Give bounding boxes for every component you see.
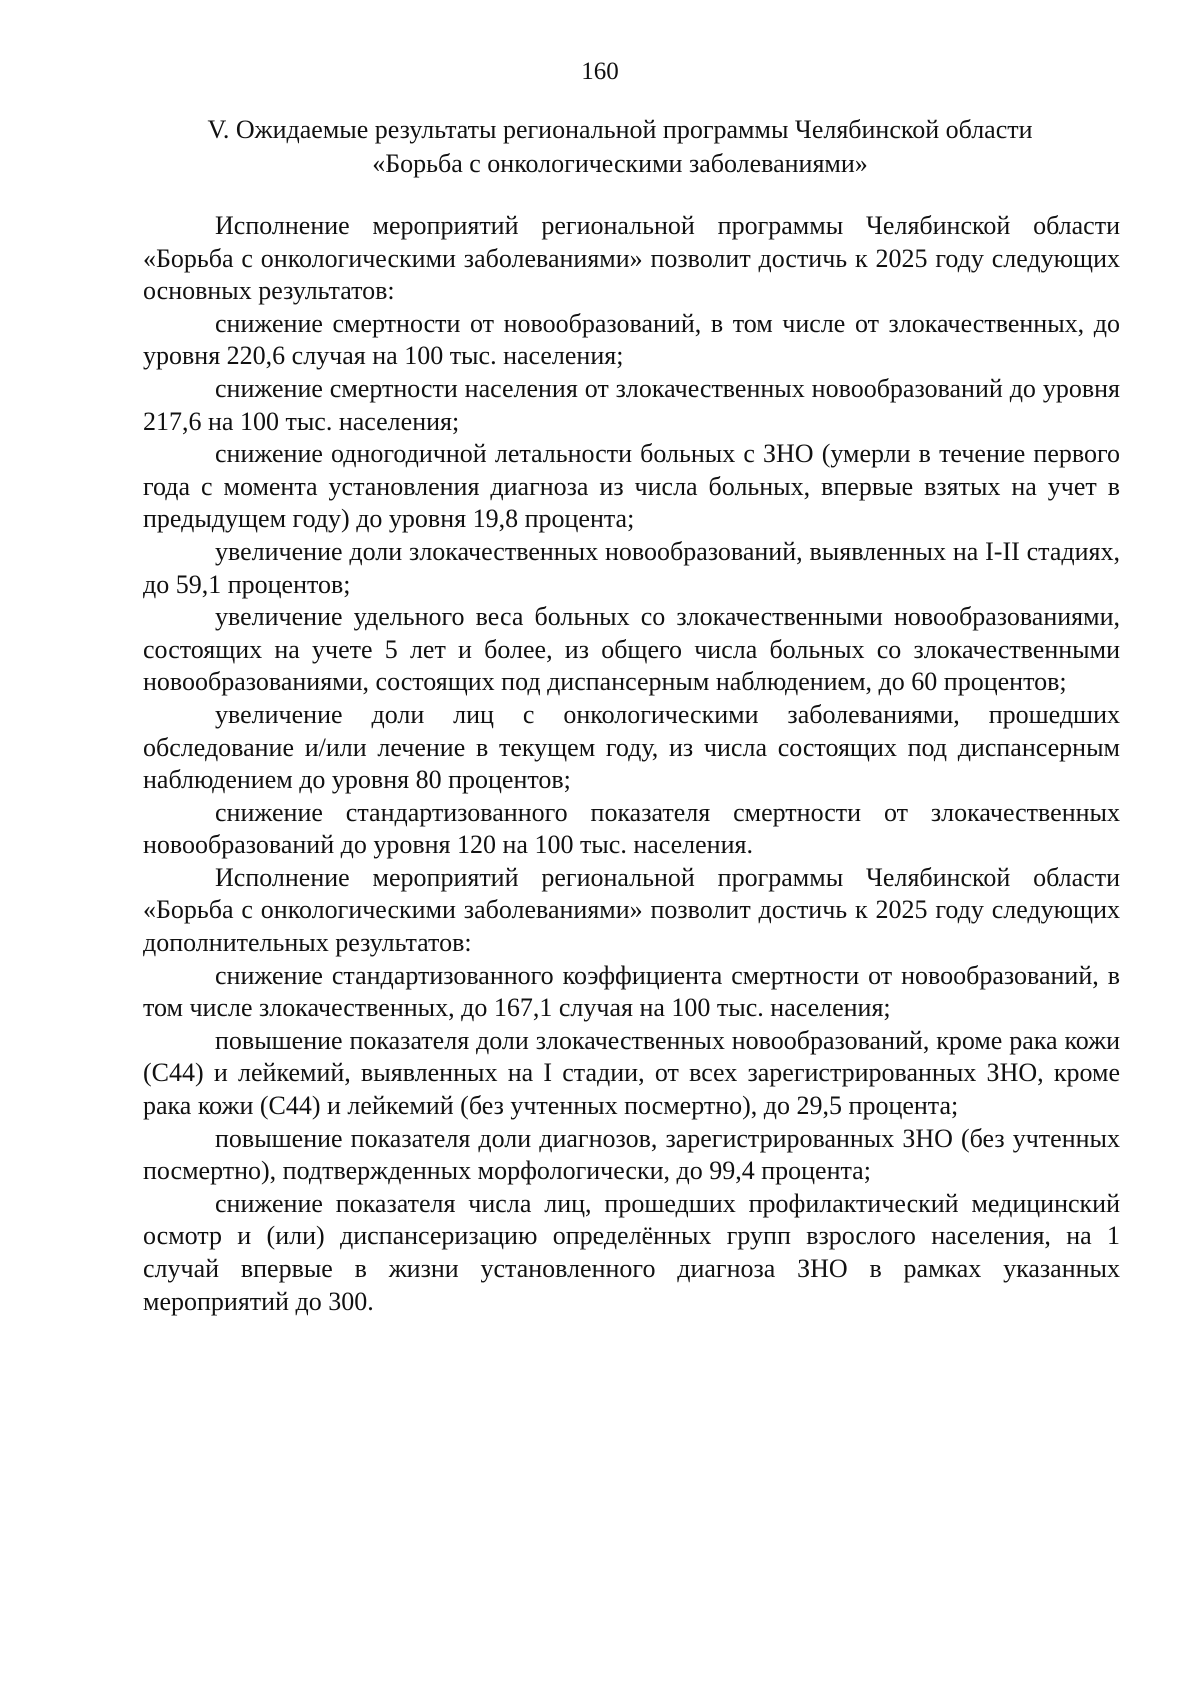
paragraph-item: снижение стандартизованного показателя смертности от злокачественных новообразований до уровня 120 на 100 тыс. населения. — [143, 797, 1120, 860]
paragraph-item: увеличение доли злокачественных новообразований, выявленных на I-II стадиях, до 59,1 процентов; — [143, 536, 1120, 599]
paragraph-intro-main: Исполнение мероприятий региональной программы Челябинской области «Борьба с онкологическими заболеваниями» позволит достичь к 2025 году следующих основных результатов: — [143, 211, 1120, 306]
body-text — [143, 210, 1120, 1318]
section-title — [140, 113, 1100, 181]
paragraph-item: увеличение доли лиц с онкологическими заболеваниями, прошедших обследование и/или лечение в текущем году, из числа состоящих под диспансерным наблюдением до уровня 80 процентов; — [143, 699, 1120, 795]
paragraph-item: повышение показателя доли диагнозов, зарегистрированных ЗНО (без учтенных посмертно), подтвержденных морфологически, до 99,4 процента; — [143, 1123, 1120, 1186]
paragraph-item: увеличение удельного веса больных со злокачественными новообразованиями, состоящих на учете 5 лет и более, из общего числа больных со злокачественными новообразованиями, состоящих под диспансерным наблюдением, до 60 процентов; — [143, 602, 1120, 697]
paragraph-item: снижение смертности населения от злокачественных новообразований до уровня 217,6 на 100 тыс. населения; — [143, 373, 1120, 436]
section-title-line-2: «Борьба с онкологическими заболеваниями» — [372, 149, 868, 178]
paragraph-item: снижение стандартизованного коэффициента смертности от новообразований, в том числе злокачественных, до 167,1 случая на 100 тыс. населения; — [143, 960, 1120, 1023]
paragraph-intro-additional: Исполнение мероприятий региональной программы Челябинской области «Борьба с онкологическими заболеваниями» позволит достичь к 2025 году следующих дополнительных результатов: — [143, 862, 1120, 958]
paragraph-item: снижение смертности от новообразований, в том числе от злокачественных, до уровня 220,6 случая на 100 тыс. населения; — [143, 308, 1120, 371]
paragraph-item: повышение показателя доли злокачественных новообразований, кроме рака кожи (С44) и лейкемий, выявленных на I стадии, от всех зарегистрированных ЗНО, кроме рака кожи (С44) и лейкемий (без учтенных посмертно), до 29,5 процента; — [143, 1025, 1120, 1121]
paragraph-item: снижение показателя числа лиц, прошедших профилактический медицинский осмотр и (или) диспансеризацию определённых групп взрослого населения, на 1 случай впервые в жизни установленного диагноза ЗНО в рамках указанных мероприятий до 300. — [143, 1188, 1120, 1316]
paragraph-item: снижение одногодичной летальности больных с ЗНО (умерли в течение первого года с момента установления диагноза из числа больных, впервые взятых на учет в предыдущем году) до уровня 19,8 процента; — [143, 439, 1120, 534]
section-title-line-1: V. Ожидаемые результаты региональной программы Челябинской области — [207, 115, 1033, 144]
page-number: 160 — [581, 58, 619, 85]
